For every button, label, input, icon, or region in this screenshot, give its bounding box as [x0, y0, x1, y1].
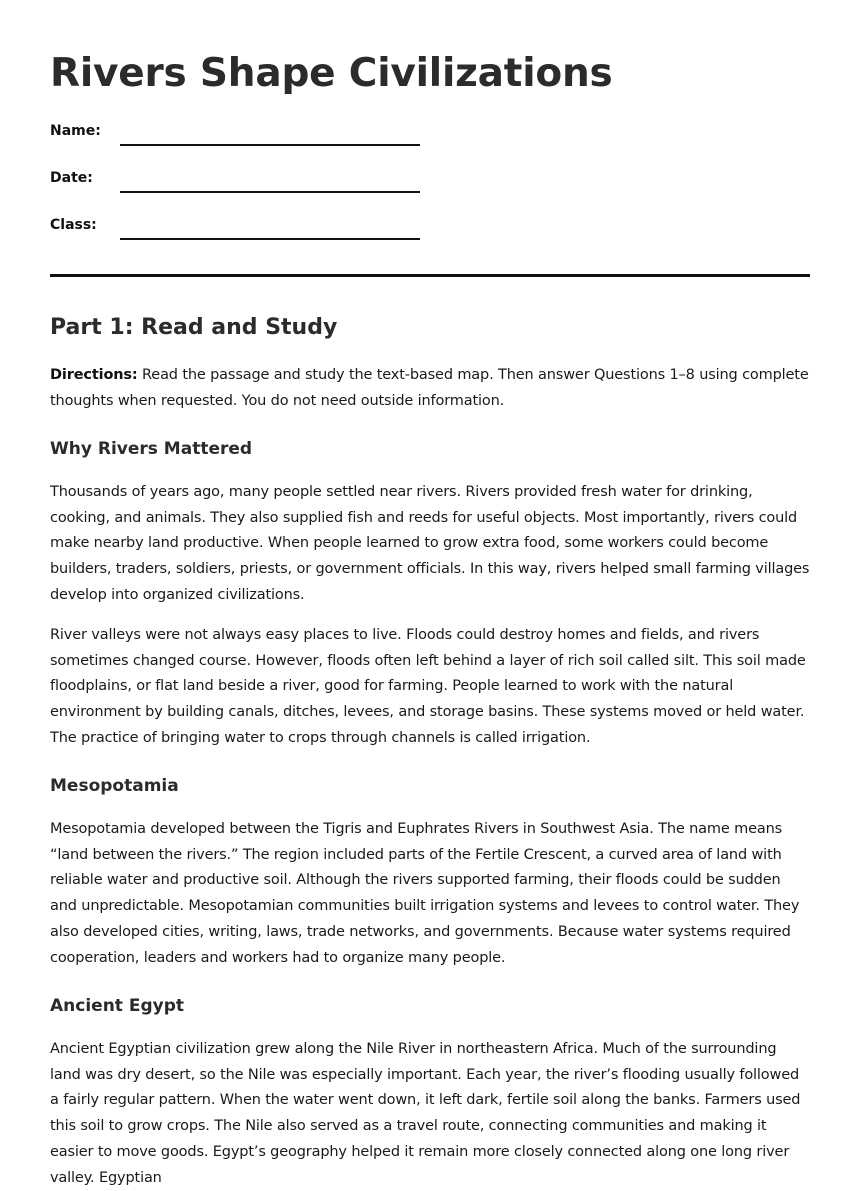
date-input-line[interactable]	[120, 191, 420, 193]
name-label: Name:	[50, 123, 101, 139]
class-input-line[interactable]	[120, 238, 420, 240]
directions-text: Read the passage and study the text-based map. Then answer Questions 1–8 using complete thoughts when requested. You do not need outside information.	[50, 367, 809, 409]
part1-heading: Part 1: Read and Study	[50, 315, 338, 340]
egypt-heading: Ancient Egypt	[50, 996, 184, 1016]
class-field[interactable]	[50, 216, 470, 246]
class-label: Class:	[50, 217, 97, 233]
mesopotamia-paragraph: Mesopotamia developed between the Tigris and Euphrates Rivers in Southwest Asia. The name means “land between the rivers.” The region included parts of the Fertile Crescent, a curved area of land with reliable water and productive soil. Although the rivers supported farming, their floods could be sudden and unpredictable. Mesopotamian communities built irrigation systems and levees to control water. They also developed cities, writing, laws, trade networks, and governments. Because water systems required cooperation, leaders and workers had to organize many people.	[50, 821, 800, 966]
date-field[interactable]	[50, 169, 470, 199]
name-input-line[interactable]	[120, 144, 420, 146]
name-field[interactable]	[50, 122, 470, 152]
directions-paragraph	[50, 363, 810, 414]
page-title: Rivers Shape Civilizations	[50, 51, 613, 96]
directions-label: Directions:	[50, 367, 138, 383]
why-rivers-paragraph-2: River valleys were not always easy places to live. Floods could destroy homes and fields, and rivers sometimes changed course. However, floods often left behind a layer of rich soil called silt. This soil made floodplains, or flat land beside a river, good for farming. People learned to work with the natural environment by building canals, ditches, levees, and storage basins. These systems moved or held water. The practice of bringing water to crops through channels is called irrigation.	[50, 627, 806, 746]
mesopotamia-heading: Mesopotamia	[50, 776, 179, 796]
egypt-paragraph: Ancient Egyptian civilization grew along the Nile River in northeastern Africa. Much of the surrounding land was dry desert, so the Nile was especially important. Each year, the river’s flooding usually followed a fairly regular pattern. When the water went down, it left dark, fertile soil along the banks. Farmers used this soil to grow crops. The Nile also served as a travel route, connecting communities and making it easier to move goods. Egypt’s geography helped it remain more closely connected along one long river valley. Egyptian	[50, 1041, 801, 1186]
date-label: Date:	[50, 170, 93, 186]
why-rivers-heading: Why Rivers Mattered	[50, 439, 253, 459]
why-rivers-paragraph-1: Thousands of years ago, many people settled near rivers. Rivers provided fresh water for drinking, cooking, and animals. They also supplied fish and reeds for useful objects. Most importantly, rivers could make nearby land productive. When people learned to grow extra food, some workers could become builders, traders, soldiers, priests, or government officials. In this way, rivers helped small farming villages develop into organized civilizations.	[50, 484, 810, 603]
section-divider	[50, 274, 810, 277]
